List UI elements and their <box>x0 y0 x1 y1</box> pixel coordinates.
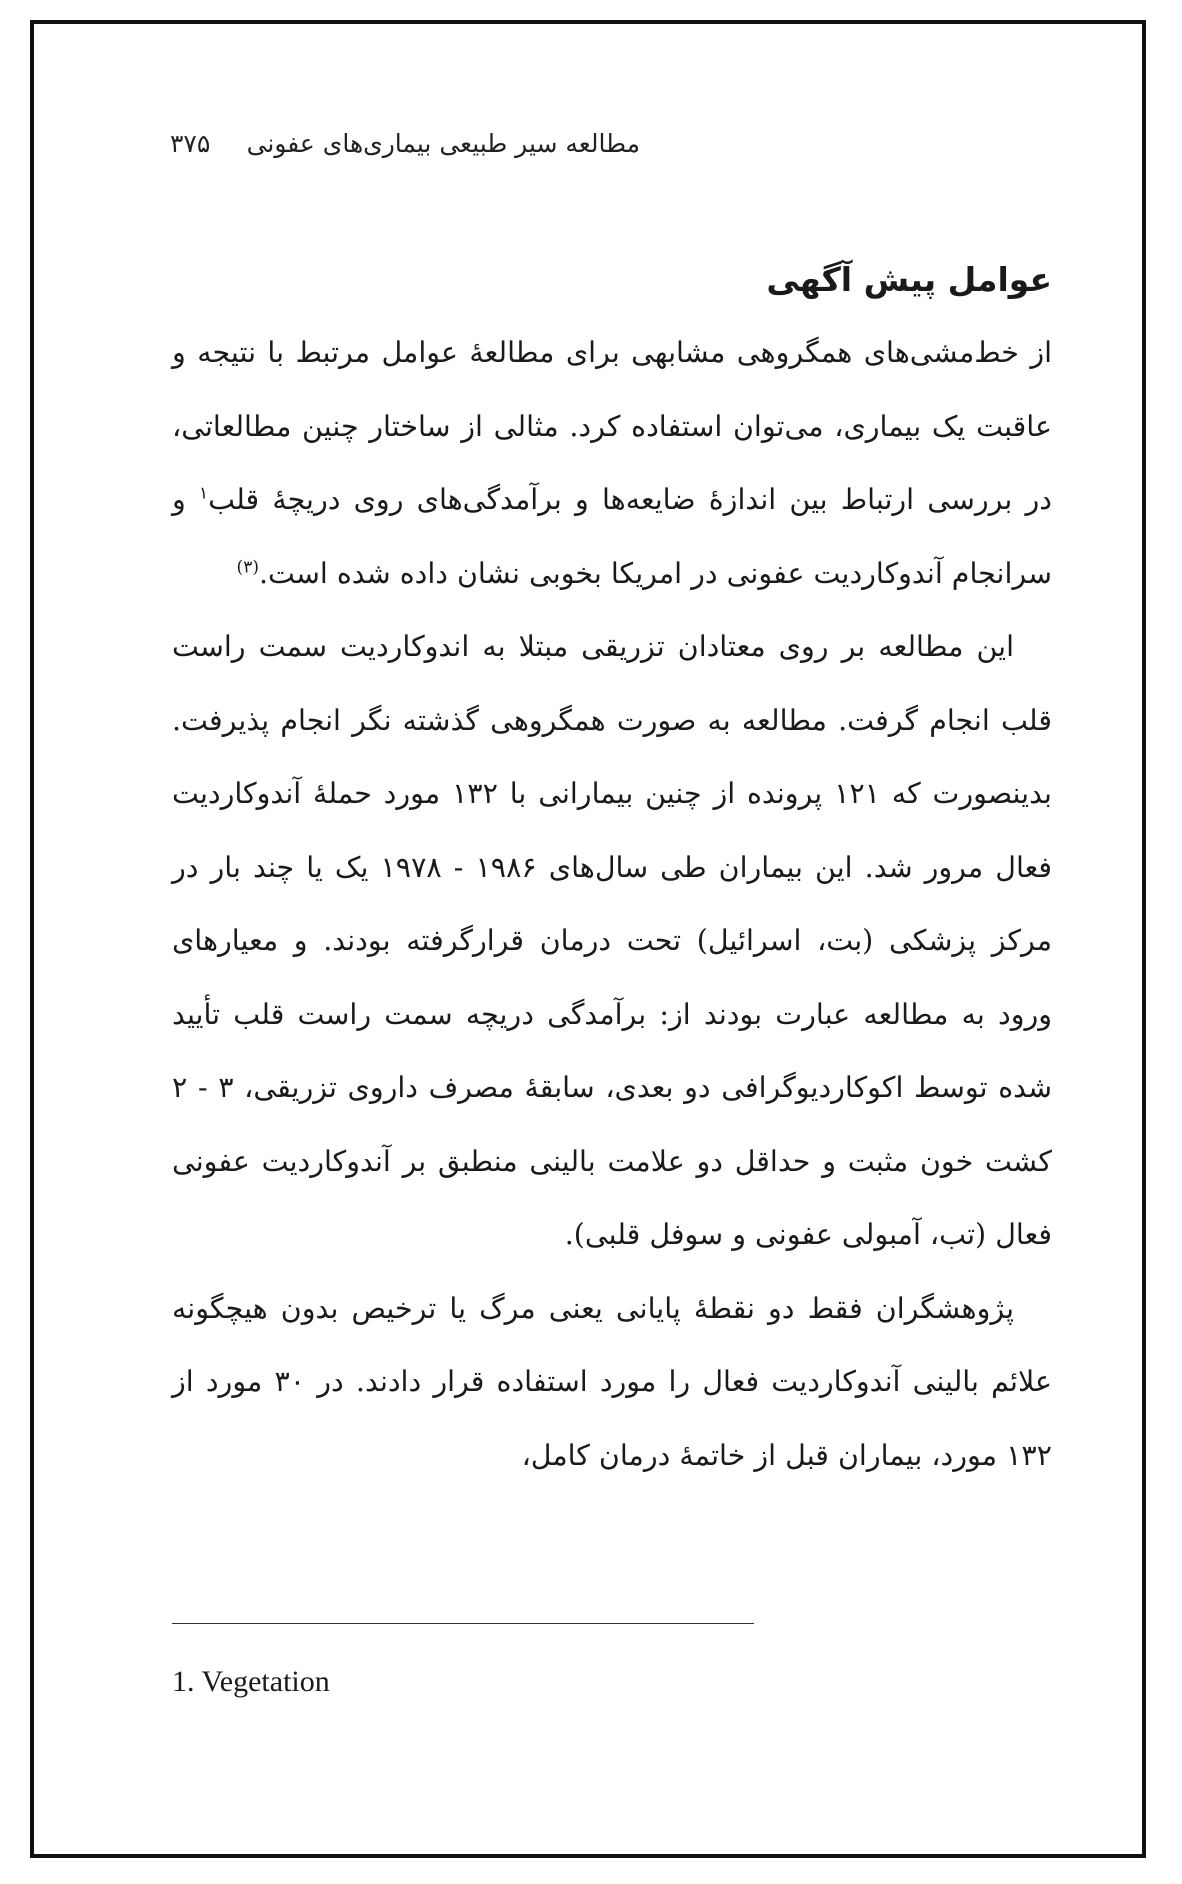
paragraph-1-continued: و سرانجام آندوکاردیت عفونی در امریکا بخوبی نشان داده شده است. <box>172 483 1052 590</box>
reference-marker: (۳) <box>236 557 259 577</box>
footnote: 1. Vegetation <box>172 1665 330 1698</box>
main-content <box>172 250 1052 1492</box>
paragraph-1 <box>172 316 1052 610</box>
section-heading: عوامل پیش آگهی <box>766 260 1052 299</box>
running-title: مطالعه سیر طبیعی بیماری‌های عفونی <box>246 129 640 158</box>
footnote-divider <box>172 1623 754 1624</box>
paragraph-3: پژوهشگران فقط دو نقطهٔ پایانی یعنی مرگ یا ترخیص بدون هیچگونه علائم بالینی آندوکاردیت فعال را مورد استفاده قرار دادند. در ۳۰ مورد از ۱۳۲ مورد، بیماران قبل از خاتمهٔ درمان کامل، <box>172 1291 1052 1472</box>
paragraph-2: این مطالعه بر روی معتادان تزریقی مبتلا به اندوکاردیت سمت راست قلب انجام گرفت. مطالعه به صورت همگروهی گذشته نگر انجام پذیرفت. بدینصورت که ۱۲۱ پرونده از چنین بیمارانی با ۱۳۲ مورد حملهٔ آندوکاردیت فعال مرور شد. این بیماران طی سال‌های ۱۹۸۶ - ۱۹۷۸ یک یا چند بار در مرکز پزشکی (بت، اسرائیل) تحت درمان قرارگرفته بودند. و معیارهای ورود به مطالعه عبارت بودند از: برآمدگی دریچه سمت راست قلب تأیید شده توسط اکوکاردیوگرافی دو بعدی، سابقهٔ مصرف داروی تزریقی، ۳ - ۲ کشت خون مثبت و حداقل دو علامت بالینی منطبق بر آندوکاردیت عفونی فعال (تب، آمبولی عفونی و سوفل قلبی). <box>172 630 1053 1251</box>
paragraph-1-text: از خط‌مشی‌های همگروهی مشابهی برای مطالعهٔ عوامل مرتبط با نتیجه و عاقبت یک بیماری، می‌توان استفاده کرد. مثالی از ساختار چنین مطالعاتی، در بررسی ارتباط بین اندازهٔ ضایعه‌ها و برآمدگی‌های روی دریچهٔ قلب <box>172 336 1052 516</box>
page-number: ۳۷۵ <box>170 129 211 158</box>
footnote-marker: ۱ <box>198 483 209 504</box>
running-header <box>170 122 640 166</box>
